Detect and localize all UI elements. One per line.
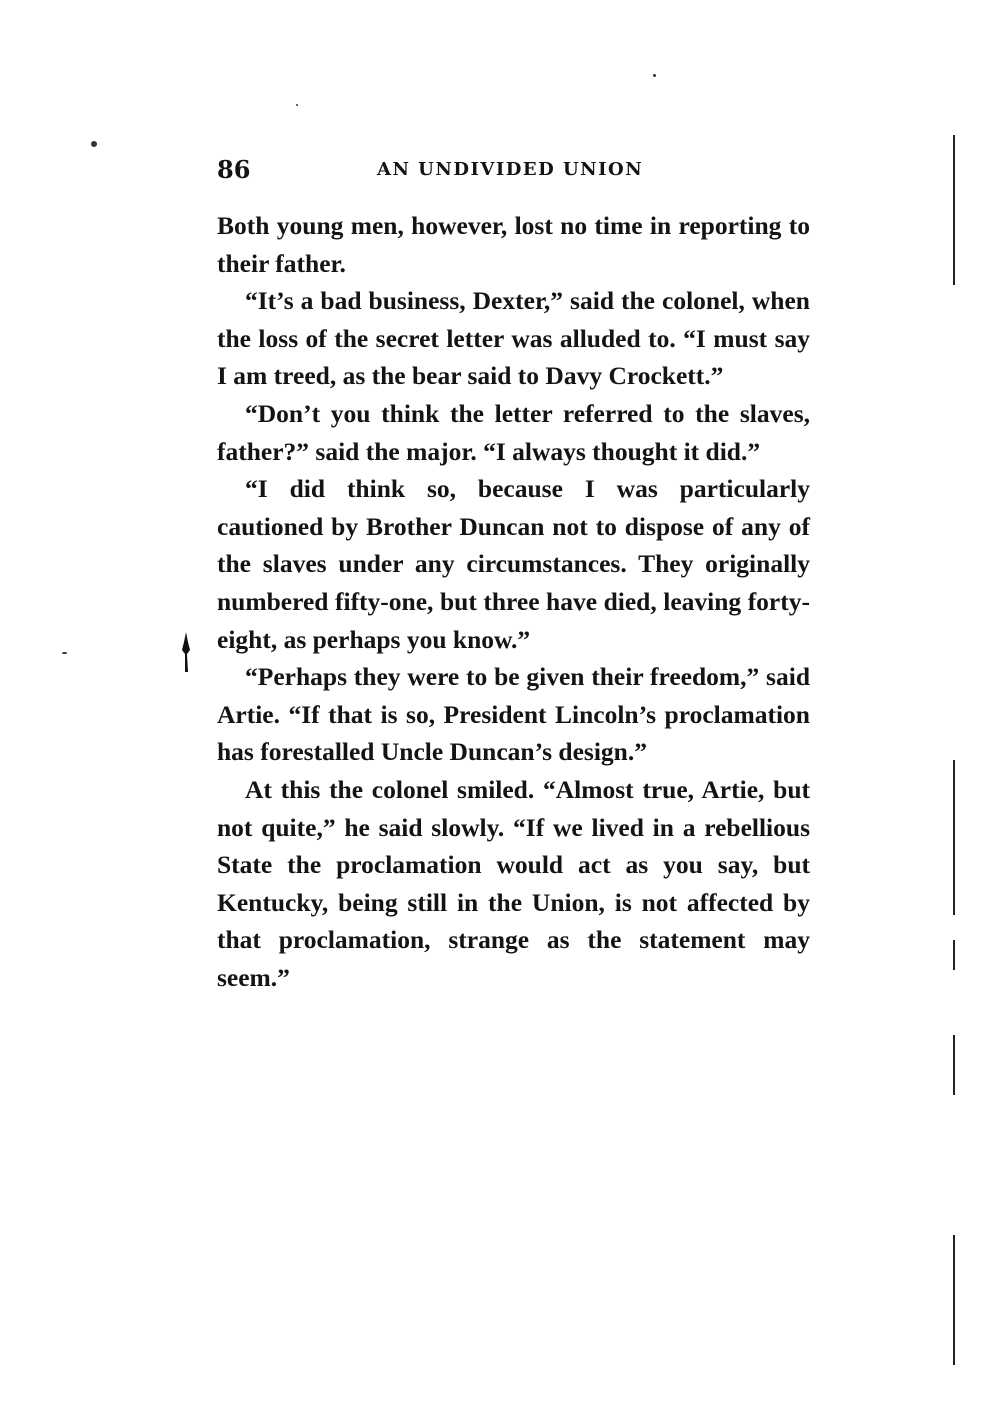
running-title: AN UNDIVIDED UNION (377, 159, 644, 180)
paragraph-3: “Don’t you think the letter referred to the slaves, father?” said the major. “I always thought it did.” (217, 398, 810, 466)
scan-edge-line (953, 760, 955, 915)
paragraph-2: “It’s a bad business, Dexter,” said the colonel, when the loss of the secret letter was alluded to. “I must say I am treed, as the bear said to Davy Crockett.” (217, 286, 810, 391)
body-text (217, 207, 810, 996)
scan-edge-line (953, 1035, 955, 1095)
scan-edge-line (953, 1235, 955, 1365)
scan-speck (296, 104, 298, 106)
scan-edge-line (953, 135, 955, 285)
page-number: 86 (217, 155, 251, 184)
scan-speck (653, 74, 656, 77)
paragraph-5: “Perhaps they were to be given their freedom,” said Artie. “If that is so, President Lincoln’s proclamation has forestalled Uncle Duncan’s design.” (217, 662, 810, 767)
paragraph-4: “I did think so, because I was particularly cautioned by Brother Duncan not to dispose of any of the slaves under any circumstances. They originally numbered fifty-one, but three have died, leaving forty-eight, as perhaps you know.” (217, 474, 810, 654)
paragraph-6: At this the colonel smiled. “Almost true, Artie, but not quite,” he said slowly. “If we lived in a rebellious State the proclamation would act as you say, but Kentucky, being still in the Union, is not affected by that proclamation, strange as the statement may seem.” (217, 774, 810, 992)
scan-speck (91, 141, 97, 147)
page-header (217, 153, 812, 187)
scan-edge-line (953, 940, 955, 970)
ink-blot-mark (181, 632, 191, 672)
scan-speck (62, 652, 67, 654)
paragraph-1: Both young men, however, lost no time in reporting to their father. (217, 211, 810, 278)
